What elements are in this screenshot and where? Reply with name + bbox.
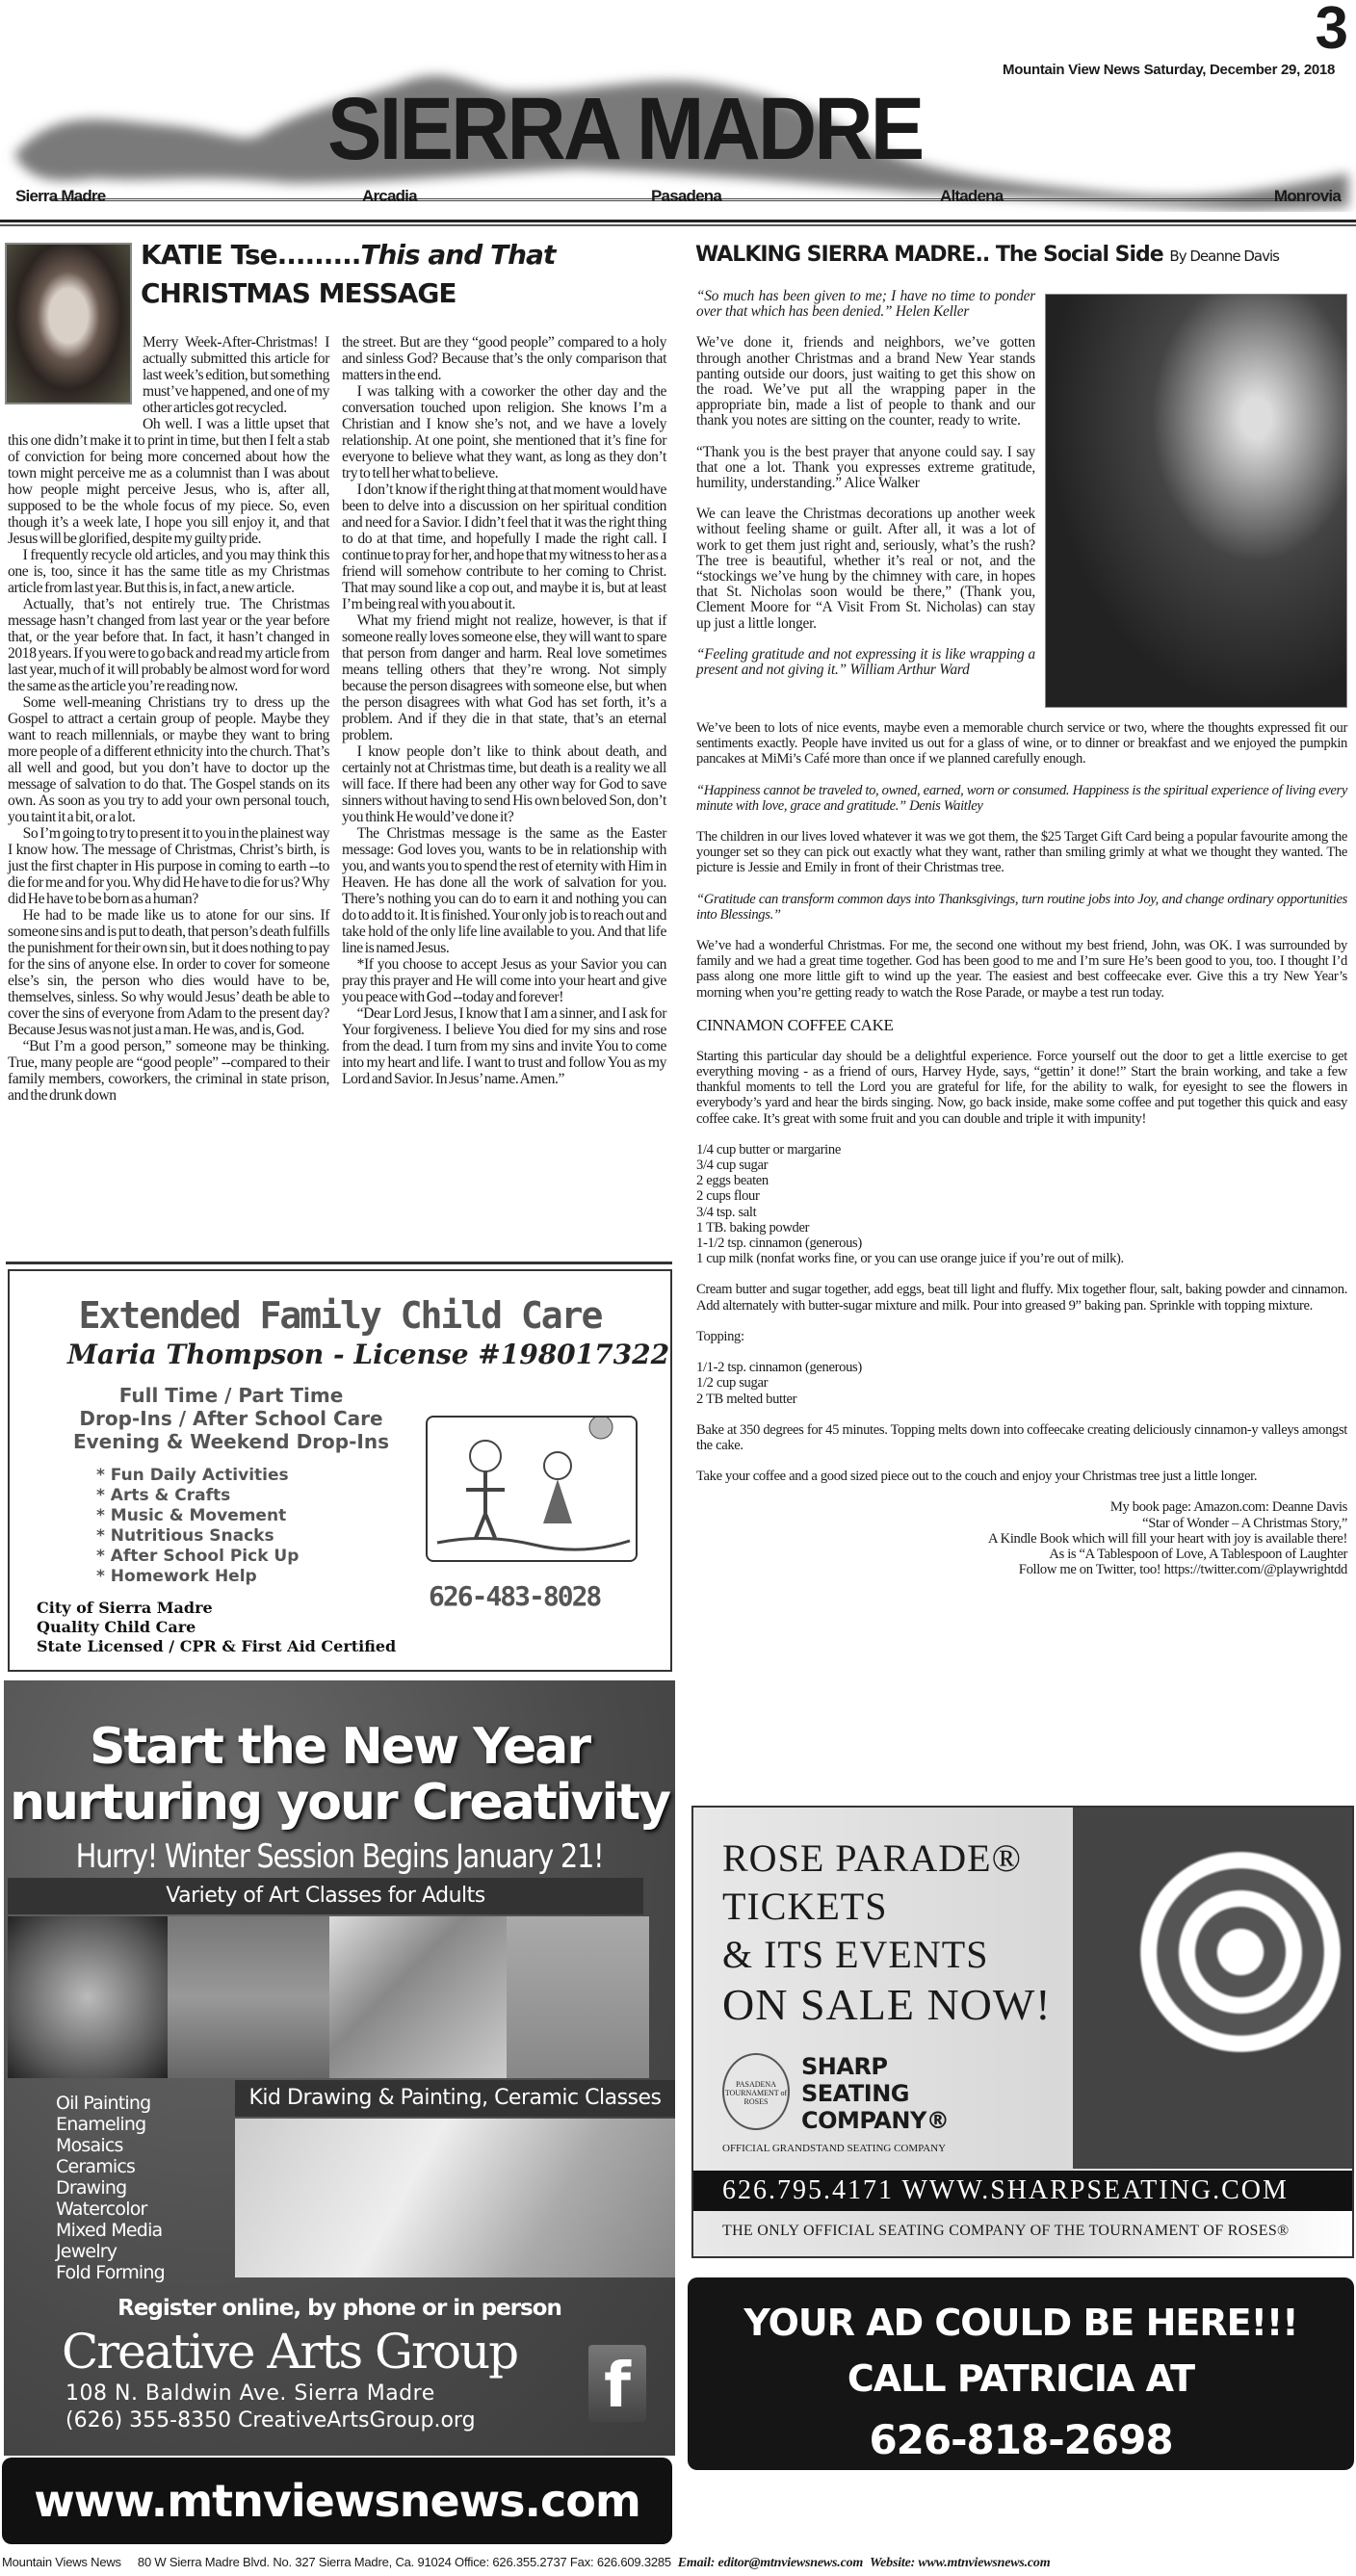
creative-arts-ad[interactable] [4,1680,675,2456]
paragraph: I frequently recycle old articles, and you may think this one is, too, since it has the same title as my Christmas article from last year. But this is, in fact, a new article. [8,547,329,596]
topping-label: Topping: [696,1328,744,1344]
ad-headline-line: TICKETS [722,1885,888,1928]
ingredient: 1/2 cup sugar [696,1375,769,1392]
activity: * Homework Help [96,1567,257,1586]
mosaic-image [8,1916,168,2078]
paragraph: We’ve had a wonderful Christmas. For me, the second one without my best friend, John, was OK. I was surrounded by family and we had a great time together. God has been good to me and I’m sure He’s been good to you, too. I thought I’d pass along one more little gift to wind up the year. The easiest and best coffeecake ever. Give this a try New Year’s morning when you’re getting ready to watch the Rose Parade, or maybe a test run today. [696,938,1347,1001]
org-address: 108 N. Baldwin Ave. Sierra Madre [65,2381,435,2406]
paragraph: *If you choose to accept Jesus as your Savior you can pray this prayer and He will come into your heart and give you peace with God --today and forever! [342,956,666,1005]
signoff-line: A Kindle Book which will fill your heart with joy is available there! [987,1530,1347,1547]
activity: * Fun Daily Activities [96,1466,289,1485]
facebook-icon[interactable]: f [588,2345,646,2422]
kid-painting-image [235,2119,675,2277]
company-name-line: SHARP [801,2053,888,2080]
title-author: KATIE Tse......... [141,239,361,271]
landscape-painting-image [168,1916,329,2078]
signoff-line[interactable]: Follow me on Twitter, too! https://twitter.com/@playwrightdd [1018,1562,1347,1578]
ad-line: CALL PATRICIA AT [847,2357,1195,2400]
service: Evening & Weekend Drop-Ins [72,1430,389,1453]
paragraph: the street. But are they “good people” compared to a holy and sinless God? Because that’s the only comparison that matters in the end. [342,334,666,383]
ad-title: Extended Family Child Care [78,1294,602,1337]
quote [696,289,1035,320]
activity: * Music & Movement [96,1506,287,1525]
tagline: THE ONLY OFFICIAL SEATING COMPANY OF THE TOURNAMENT OF ROSES® [722,2223,1290,2239]
town-label: Altadena [940,187,1004,205]
paragraph: Oh well. I was a little upset that this one didn’t make it to print in time, but then I felt a stab of conviction for being more concerned about how the town might perceive me as a columnist than I was about how people might perceive Jesus, who is, after all, supposed to be the whole focus of my piece. So, even though it’s a week late, I hope you sill enjoy it, and that Jesus will be glorified, despite my guilty pride. [8,416,329,547]
ingredient: 2 cups flour [696,1188,760,1205]
quote-text: “Gratitude can transform common days into Thanksgivings, turn routine jobs into Joy, and change ordinary opportunities into Blessings.” [696,891,1347,923]
ad-headline-line: ON SALE NOW! [722,1980,1052,2029]
ingredient-list [696,1142,1347,1267]
kids-drawing [426,1416,638,1562]
class-list [56,2093,165,2283]
signoff-line: “Star of Wonder – A Christmas Story,” [1142,1515,1347,1531]
class-item: Fold Forming [56,2262,165,2283]
article-column [8,334,329,1104]
paragraph: Take your coffee and a good sized piece out to the couch and enjoy your Christmas tree just a little longer. [696,1469,1258,1485]
paragraph: So I’m going to try to present it to you in the plainest way I know how. The message of Christmas, Christ’s birth, is just the first chapter in His purpose in coming to earth --to die for me and for you. Why did He have to die for us? Why did He have to be born as a human? [8,825,329,907]
ad-headline [4,1719,675,1831]
activity: * Nutritious Snacks [96,1526,274,1546]
org-contact: (626) 355-8350 CreativeArtsGroup.org [65,2408,476,2433]
ingredient: 3/4 tsp. salt [696,1204,757,1220]
town-line [13,187,1343,210]
ingredient: 1/4 cup butter or margarine [696,1141,841,1158]
contact-bar: 626.795.4171 WWW.SHARPSEATING.COM [693,2171,1352,2211]
ad-subhead: Hurry! Winter Session Begins January 21! [75,1837,604,1876]
article-column [342,334,666,1087]
ingredient: 1 cup milk (nonfat works fine, or you can use orange juice if you’re out of milk). [696,1251,1124,1267]
ingredient: 1 TB. baking powder [696,1219,810,1236]
quote-text: “Feeling gratitude and not expressing it is like wrapping a present and not giving it.” William Arthur Ward [696,645,1035,679]
signoff-line: My book page: Amazon.com: Deanne Davis [1109,1499,1347,1516]
ingredient: 2 eggs beaten [696,1173,769,1189]
class-item: Enameling [56,2114,146,2135]
quote [696,892,1347,923]
masthead-title: SIERRA MADRE [327,80,923,178]
footer-address: 80 W Sierra Madre Blvd. No. 327 Sierra Madre, Ca. 91024 Office: 626.355.2737 Fax: 626.609.3285 [137,2555,671,2569]
ad-headline-line: & ITS EVENTS [722,1933,989,1976]
ad-license: Maria Thompson - License #198017322 [67,1339,670,1370]
footer-website[interactable]: Website: www.mtnviewsnews.com [869,2556,1051,2570]
dateline: Mountain View News Saturday, December 29, 2018 [1003,62,1335,78]
quote-text: “So much has been given to me; I have no time to ponder over that which has been denied.” Helen Keller [696,288,1035,321]
town-label: Sierra Madre [15,187,106,205]
your-ad-placeholder[interactable] [688,2277,1354,2470]
leaf-artwork-image [329,1916,507,2078]
quote-text: “Happiness cannot be traveled to, owned, earned, worn or consumed. Happiness is the spiritual experience of living every minute with love, grace and gratitude.” Denis Waitley [696,782,1347,814]
town-label: Monrovia [1273,187,1341,205]
kids-illustration [428,1418,636,1560]
class-item: Ceramics [56,2156,136,2177]
company-name-line: COMPANY® [801,2107,950,2134]
masthead-rule [0,220,1356,226]
ingredient: 3/4 cup sugar [696,1158,769,1174]
recipe-title: CINNAMON COFFEE CAKE [696,1015,894,1034]
quote [696,783,1347,814]
paragraph: Merry Week-After-Christmas! I actually submitted this article for last week’s edition, but something must’ve happened, and one of my other articles got recycled. [143,334,329,416]
article-title [695,243,1279,267]
collage-image [507,1916,649,2078]
paragraph: Some well-meaning Christians try to dress up the Gospel to attract a certain group of people. Maybe they want to reach millennials, or maybe they want to bring more people of a different ethnicity into the church. That’s all well and good, but you don’t have to doctor up the message of salvation to do that. The Gospel stands on its own. As soon as you try to add your own personal touch, you taint it a bit, or a lot. [8,694,329,825]
paragraph: The Christmas message is the same as the Easter message: God loves you, wants to be in relationship with you, and wants you to spend the rest of eternity with Him in Heaven. He has done all the work of salvation for you. There’s nothing you can do to earn it and nothing you can do to add to it. It is finished. Your only job is to reach out and take hold of the only life line available to you. And that life line is named Jesus. [342,825,666,956]
article-headline: CHRISTMAS MESSAGE [141,277,456,309]
class-item: Mosaics [56,2135,123,2156]
ingredient: 2 TB melted butter [696,1391,797,1407]
paragraph: We’ve done it, friends and neighbors, we’ve gotten through another Christmas and a brand New Year stands panting outside our doors, just waiting to get this show on the road. We’ve put all the wrapping paper in the appropriate bin, made a list of people to thank and our thank you notes are sitting on the counter, ready to write. [696,334,1035,429]
title-column: This and That [360,239,556,271]
ad-line: YOUR AD COULD BE HERE!!! [743,2302,1298,2344]
ad-footer-line: State Licensed / CPR & First Aid Certified [37,1637,397,1655]
kid-classes-bar: Kid Drawing & Painting, Ceramic Classes [235,2080,675,2117]
paragraph: I was talking with a coworker the other day and the conversation touched upon religion. She knows I’m a Christian and I know she’s not, and we have a lovely relationship. At one point, she mentioned that it’s fine for everyone to believe what they want, as long as they don’t try to tell her what to believe. [342,383,666,481]
ingredient: 1-1/2 tsp. cinnamon (generous) [696,1236,862,1252]
quote [696,647,1035,678]
signoff-line: As is “A Tablespoon of Love, A Tablespoon of Laughter [1049,1546,1347,1562]
paragraph: Actually, that’s not entirely true. The Christmas message hasn’t changed from last year or the year before that, or the year before that. In fact, it hasn’t changed in 2018 years. If you were to go back and read my article from last year, much of it will probably be almost word for word the same as the article you’re reading now. [8,596,329,694]
paragraph: The children in our lives loved whatever it was we got them, the $25 Target Gift Card being a popular favourite among the younger set so they can pick out exactly what they want, rather than smiling grimly at what we thought they wanted. The picture is Jessie and Emily in front of their Christmas tree. [696,829,1347,876]
class-item: Drawing [56,2177,127,2199]
childcare-ad[interactable] [8,1269,672,1672]
paragraph: He had to be made like us to atone for our sins. If someone sins and is put to death, that person’s death fulfills the punishment for their own sin, but it does nothing to pay for the sins of anyone else. In order to cover for someone else’s sin, the person who dies would have to be, themselves, sinless. So why would Jesus’ death be able to cover the sins of everyone from Adam to the present day? Because Jesus was not just a man. He was, and is, God. [8,907,329,1038]
adult-classes-bar: Variety of Art Classes for Adults [8,1878,643,1914]
class-item: Watercolor [56,2199,147,2220]
paragraph: “Dear Lord Jesus, I know that I am a sinner, and I ask for Your forgiveness. I believe You died for my sins and rose from the dead. I turn from my sins and invite You to come into my heart and life. I want to trust and follow You as my Lord and Savior. In Jesus’ name. Amen.” [342,1005,666,1087]
footer-email[interactable]: Email: editor@mtnviewsnews.com [677,2556,864,2570]
ad-footer-line: Quality Child Care [37,1618,196,1636]
class-item: Mixed Media [56,2220,163,2241]
tournament-of-roses-logo: PASADENA TOURNAMENT of ROSES [722,2053,790,2130]
class-item: Oil Painting [56,2093,151,2114]
service: Full Time / Part Time [118,1384,344,1407]
ad-phone: 626-818-2698 [869,2416,1173,2463]
photo-spacer [8,334,143,427]
activity: * Arts & Crafts [96,1486,231,1505]
section-rule [6,1262,672,1264]
paragraph: Starting this particular day should be a delightful experience. Force yourself out the door to get a little exercise to get everything moving - as a friend of ours, Harvey Hyde, says, “gettin’ it done!” Start the brain working, and take a few thankful moments to tell the Lord you are grateful for life, for the ability to walk, for eyesight to see the flowers in everybody’s yard and hear the birds singing. Now, go back inside, make some coffee and put together this quick and easy coffee cake. It’s great with some fruit and you can double and triple it with impunity! [696,1048,1347,1127]
paragraph: We’ve been to lots of nice events, maybe even a memorable church service or two, where the thoughts expressed fit our sentiments exactly. People have invited us out for a glass of wine, or to dinner or breakfast and we enjoyed the pumpkin pancakes at MiMi’s Café more than once if we planned carefully enough. [696,720,1347,768]
paragraph: I know people don’t like to think about death, and certainly not at Christmas time, but death is a reality we all will face. If there had been any other way for God to save sinners without having to send His own beloved Son, don’t you think He would’ve done it? [342,743,666,825]
paragraph: What my friend might not realize, however, is that if someone really loves someone else, they will want to spare that person from danger and harm. Real love sometimes means telling others that they’re wrong. Not simply because the person disagrees with someone else, but when the person disagrees with what God has set forth, it’s a problem. And if they die in that state, that’s an eternal problem. [342,612,666,743]
topping-list [696,1360,1347,1407]
ingredient: 1/1-2 tsp. cinnamon (generous) [696,1360,862,1376]
paragraph: “Thank you is the best prayer that anyone could say. I say that one a lot. Thank you expresses extreme gratitude, humility, understanding.” Alice Walker [696,443,1035,492]
article-container [696,289,1347,1577]
page-footer [2,2555,1356,2571]
town-label: Pasadena [651,187,721,205]
title-text: WALKING SIERRA MADRE.. The Social Side [695,243,1163,267]
rose-graphic [1073,1808,1352,2169]
headline-line: nurturing your Creativity [9,1774,670,1832]
ad-headline-line: ROSE PARADE® [722,1836,1022,1880]
page-number: 3 [1315,0,1348,62]
paragraph: Bake at 350 degrees for 45 minutes. Topping melts down into coffeecake creating deliciously cinnamon-y valleys amongst the cake. [696,1421,1347,1453]
author-signoff [696,1499,1347,1577]
paragraph: “But I’m a good person,” someone may be thinking. True, many people are “good people” --compared to their family members, coworkers, the criminal in state prison, and the drunk down [8,1038,329,1104]
footer-paper: Mountain Views News [2,2555,121,2569]
activity: * After School Pick Up [96,1547,300,1566]
paragraph: I don’t know if the right thing at that moment would have been to delve into a discussion on her spiritual condition and need for a Savior. I didn’t feel that it was the right thing to do at that time, and hopefully I made the right call. I continue to pray for her, and hope that my witness to her as a friend will somehow contribute to her coming to Christ. That may sound like a cop out, and maybe it is, but at least I’m being real with you about it. [342,481,666,612]
byline: By Deanne Davis [1169,247,1279,265]
class-item: Jewelry [56,2241,117,2262]
ad-phone: 626-483-8028 [429,1580,601,1612]
article-title [141,239,555,271]
company-name-line: SEATING [801,2080,909,2107]
org-name: Creative Arts Group [62,2324,518,2380]
paragraph: Cream butter and sugar together, add eggs, beat till light and fluffy. Mix together flour, salt, baking powder and cinnamon. Add alternately with butter-sugar mixture and milk. Pour into greased 9” baking pan. Sprinkle with topping mixture. [696,1282,1347,1314]
article-body [696,720,1347,1577]
christmas-tree-photo [1045,294,1347,708]
paragraph: We can leave the Christmas decorations up another week without feeling shame or guilt. After all, it was a lot of work to get them just right and, seriously, what’s the rush? The tree is beautiful, whether it’s real or not, and the “stockings we’ve hung by the chimney with care, in hopes that St. Nicholas soon would be there,” (Thank you, Clement Moore for “A Visit From St. Nicholas) can stay up just a little longer. [696,506,1035,632]
register-text: Register online, by phone or in person [117,2296,561,2321]
headline-line: Start the New Year [89,1718,590,1776]
rose-parade-ad[interactable] [691,1806,1354,2258]
official-text: OFFICIAL GRANDSTAND SEATING COMPANY [722,2143,947,2154]
service: Drop-Ins / After School Care [79,1407,383,1430]
town-label: Arcadia [362,187,417,205]
ad-footer-line: City of Sierra Madre [37,1599,213,1617]
website-banner[interactable]: www.mtnviewsnews.com [2,2458,672,2544]
article-column [696,289,1035,713]
